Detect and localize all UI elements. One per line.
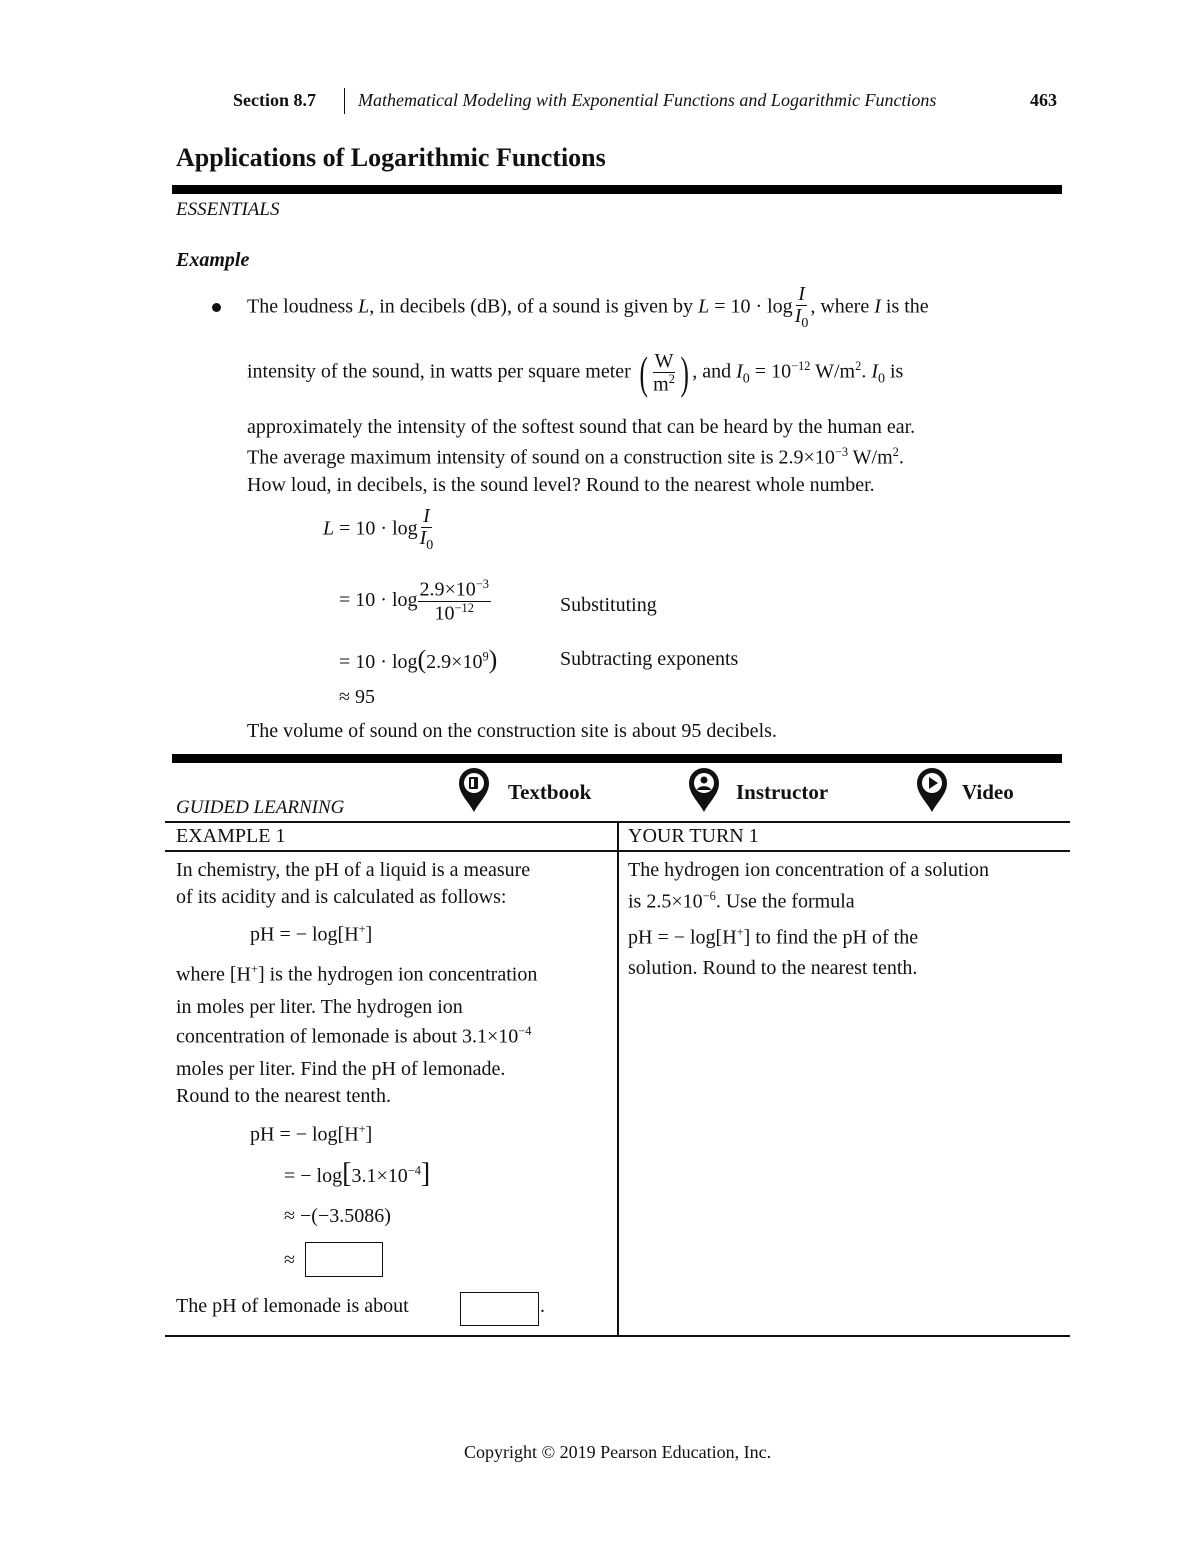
ph-answer-box-2[interactable] bbox=[460, 1292, 539, 1326]
example1-line-7: Round to the nearest tenth. bbox=[176, 1085, 391, 1107]
your-turn-1-heading: YOUR TURN 1 bbox=[628, 825, 759, 847]
table-column-divider bbox=[617, 821, 619, 1337]
example1-line-2: of its acidity and is calculated as follows: bbox=[176, 886, 507, 908]
example1-step-4: ≈ bbox=[284, 1249, 295, 1271]
guided-rule bbox=[172, 754, 1062, 763]
example1-step-2: = − $\log[3.1\times 10^{-4}]$ bbox=[284, 1158, 431, 1189]
yourturn1-line-1: The hydrogen ion concentration of a solution bbox=[628, 859, 990, 881]
step-4: ≈ 95 bbox=[339, 686, 375, 708]
example1-final: The pH of lemonade is about bbox=[176, 1295, 409, 1317]
step-2: = 10 · log $\frac{2.9\times 10^{-3}}{10^{-12}}$ bbox=[339, 577, 489, 625]
bullet bbox=[212, 303, 221, 312]
textbook-resource-icon[interactable] bbox=[458, 767, 490, 813]
example-1-heading: EXAMPLE 1 bbox=[176, 825, 286, 847]
ph-formula: pH = − log[H+] bbox=[250, 922, 373, 946]
example-conclusion: The volume of sound on the construction site is about 95 decibels. bbox=[247, 720, 777, 742]
example-line-4: The average maximum intensity of sound on a construction site is $2.9\times 10^{-3}$ $W/m^2$. bbox=[247, 445, 904, 469]
step-3-note: Subtracting exponents bbox=[560, 648, 739, 670]
ph-answer-box-1[interactable] bbox=[305, 1242, 383, 1277]
unit-fraction: ( $\frac{W}{m^2}$ ) bbox=[639, 347, 689, 398]
video-label[interactable]: Video bbox=[962, 780, 1014, 804]
example-line-2: intensity of the sound, in watts per square meter ( $\frac{W}{m^2}$ ) , and $I_0 = 10^{-12}$ $W/m^2$. $I_0$ is bbox=[247, 347, 904, 398]
section-number: Section 8.7 bbox=[233, 90, 316, 110]
step-3: = $10 \cdot \log(2.9\times 10^9)$ bbox=[339, 645, 498, 674]
step-1: L = 10 · log $\frac{I}{I_0}$ bbox=[323, 505, 434, 553]
instructor-label[interactable]: Instructor bbox=[736, 780, 829, 804]
section-title: Mathematical Modeling with Exponential Functions and Logarithmic Functions bbox=[358, 90, 937, 110]
example-line-1: The loudness L, in decibels (dB), of a sound is given by L = 10 · log $\frac{I}{I_0}$ , where I is the bbox=[247, 283, 929, 331]
example1-line-3: where [H+] is the hydrogen ion concentration bbox=[176, 962, 538, 986]
example1-step-1: pH = − log[H+] bbox=[250, 1122, 373, 1146]
intensity-ratio-fraction: $\frac{I}{I_0}$ bbox=[794, 283, 809, 331]
guided-learning-label: GUIDED LEARNING bbox=[176, 797, 345, 818]
example1-step-3: ≈ −(−3.5086) bbox=[284, 1205, 391, 1227]
example-label: Example bbox=[176, 249, 250, 271]
instructor-resource-icon[interactable] bbox=[688, 767, 720, 813]
essentials-label: ESSENTIALS bbox=[176, 199, 280, 220]
copyright-footer: Copyright © 2019 Pearson Education, Inc. bbox=[463, 1442, 772, 1462]
example1-line-5: concentration of lemonade is about $3.1\times 10^{-4}$ bbox=[176, 1024, 532, 1048]
textbook-label[interactable]: Textbook bbox=[508, 780, 592, 804]
example1-line-6: moles per liter. Find the pH of lemonade. bbox=[176, 1058, 506, 1080]
example1-final-period: . bbox=[540, 1295, 545, 1317]
example-line-5: How loud, in decibels, is the sound level? Round to the nearest whole number. bbox=[247, 474, 875, 496]
step-2-note: Substituting bbox=[560, 594, 657, 616]
title-rule bbox=[172, 185, 1062, 194]
yourturn1-line-3: pH = − log[H+] to find the pH of the bbox=[628, 925, 919, 949]
video-resource-icon[interactable] bbox=[916, 767, 948, 813]
example-line-3: approximately the intensity of the softest sound that can be heard by the human ear. bbox=[247, 416, 916, 438]
page-number: 463 bbox=[1030, 90, 1057, 110]
page-title: Applications of Logarithmic Functions bbox=[176, 143, 606, 172]
header-divider bbox=[344, 88, 345, 114]
yourturn1-line-2: is $2.5\times 10^{-6}$. Use the formula bbox=[628, 889, 855, 913]
example1-line-1: In chemistry, the pH of a liquid is a measure bbox=[176, 859, 531, 881]
yourturn1-line-4: solution. Round to the nearest tenth. bbox=[628, 957, 918, 979]
example1-line-4: in moles per liter. The hydrogen ion bbox=[176, 996, 463, 1018]
